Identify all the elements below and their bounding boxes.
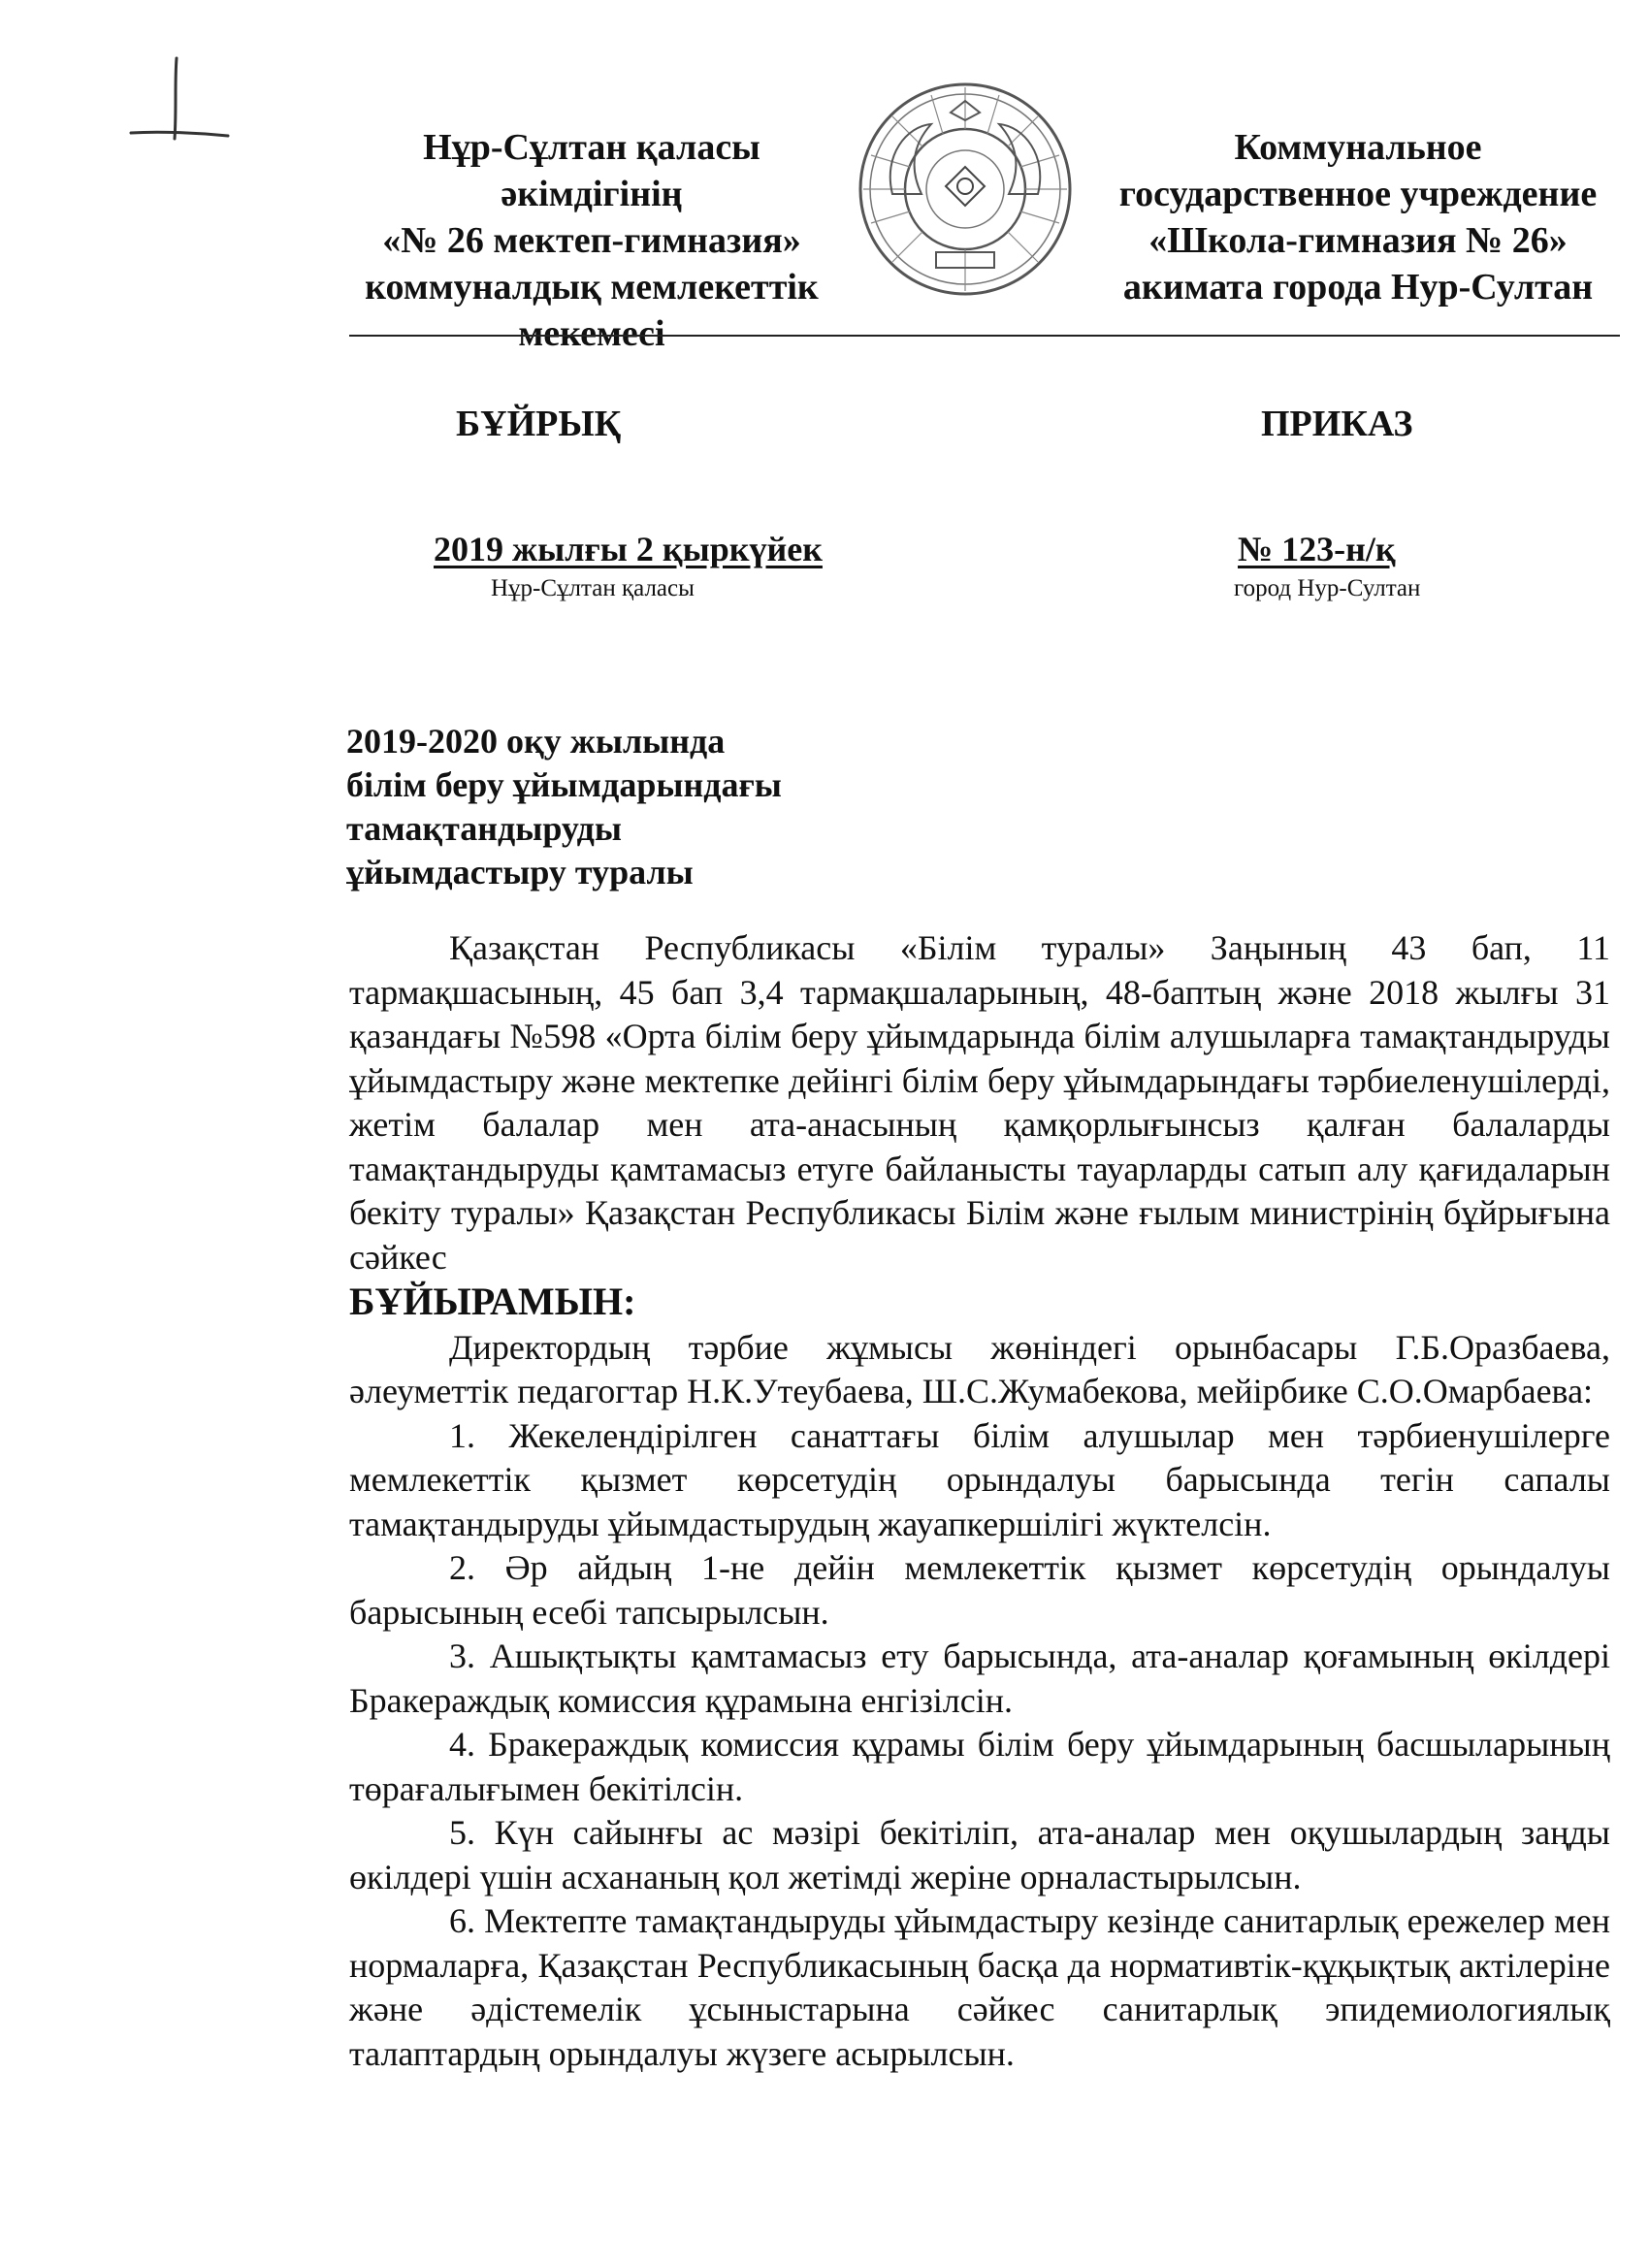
order-number: № 123-н/қ bbox=[1238, 530, 1396, 568]
org-name-kz-line: «№ 26 мектеп-гимназия» bbox=[382, 220, 801, 261]
org-name-kz-line: коммуналдық мемлекеттік bbox=[365, 267, 819, 308]
addressees-paragraph: Директордың тәрбие жұмысы жөніндегі орынбасары Г.Б.Оразбаева, әлеуметтік педагогтар Н.К.Утеубаева, Ш.С.Жумабекова, мейірбике С.О.Омарбаева: bbox=[349, 1327, 1610, 1410]
subject-line: тамақтандыруды bbox=[346, 809, 622, 848]
preamble-paragraph bbox=[349, 926, 1610, 1280]
subject-line: ұйымдастыру туралы bbox=[346, 853, 694, 891]
order-date: 2019 жылғы 2 қыркүйек bbox=[434, 530, 823, 568]
order-word: БҰЙЫРАМЫН bbox=[349, 1280, 624, 1323]
order-item: 3. Ашықтықты қамтамасыз ету барысында, ата-аналар қоғамының өкілдері Бракераждық комиссия құрамына енгізілсін. bbox=[349, 1636, 1610, 1720]
subject-line: білім беру ұйымдарындағы bbox=[346, 765, 782, 804]
header-divider bbox=[349, 335, 1620, 337]
org-name-ru-line: акимата города Нур-Султан bbox=[1122, 267, 1594, 308]
order-city-ru: город Нур-Султан bbox=[1234, 575, 1421, 601]
order-subject bbox=[346, 720, 782, 894]
org-name-ru-line: Коммунальное bbox=[1234, 127, 1482, 168]
document-title-kz: БҰЙРЫҚ bbox=[456, 404, 622, 444]
org-name-kz-line: мекемесі bbox=[518, 313, 665, 354]
org-name-kz-line: әкімдігінің bbox=[501, 174, 683, 214]
order-item: 1. Жекелендірілген санаттағы білім алушылар мен тәрбиенушілерге мемлекеттік қызмет көрсетудің орындалуы барысында тегін сапалы тамақтандыруды ұйымдастырудың жауапкершілігі жүктелсін. bbox=[349, 1415, 1610, 1543]
subject-line: 2019-2020 оқу жылында bbox=[346, 722, 726, 761]
order-city-kz: Нұр-Сұлтан қаласы bbox=[491, 575, 695, 601]
org-name-kz-line: Нұр-Сұлтан қаласы bbox=[423, 127, 760, 168]
org-name-ru-line: «Школа-гимназия № 26» bbox=[1148, 220, 1568, 261]
order-item: 5. Күн сайынғы ас мәзірі бекітіліп, ата-аналар мен оқушылардың заңды өкілдері үшін асхананың қол жетімді жеріне орналастырылсын. bbox=[349, 1813, 1610, 1896]
org-name-kz bbox=[320, 124, 863, 357]
order-item: 2. Әр айдың 1-не дейін мемлекеттік қызмет көрсетудің орындалуы барысының есебі тапсырылсын. bbox=[349, 1548, 1610, 1632]
order-item: 4. Бракераждық комиссия құрамы білім беру ұйымдарының басшыларының төрағалығымен бекітілсін. bbox=[349, 1725, 1610, 1808]
preamble-text: Қазақстан Республикасы «Білім туралы» Заңының 43 бап, 11 тармақшасының, 45 бап 3,4 тармақшаларының, 48-баптың және 2018 жылғы 31 қазандағы №598 «Орта білім беру ұйымдарында білім алушыларға тамақтандыруды ұйымдастыру және мектепке дейінгі білім беру ұйымдарындағы тәрбиеленушілерді, жетім балалар мен ата-анасының қамқорлығынсыз қалған балаларды тамақтандыруды қамтамасыз етуге байланысты тауарларды сатып алу қағидаларын бекіту туралы» Қазақстан Республикасы Білім және ғылым министрінің бұйрығына сәйкес bbox=[349, 928, 1610, 1277]
order-word-colon: : bbox=[623, 1280, 636, 1323]
handwritten-mark bbox=[126, 53, 233, 146]
order-item: 6. Мектепте тамақтандыруды ұйымдастыру кезінде санитарлық ережелер мен нормаларға, Қазақстан Республикасының басқа да нормативтік-құқықтық актілеріне және әдістемелік ұсыныстарына сәйкес санитарлық эпидемиологиялық талаптардың орындалуы жүзеге асырылсын. bbox=[349, 1901, 1610, 2073]
order-word-line bbox=[349, 1280, 1610, 1326]
org-name-ru bbox=[1096, 124, 1620, 310]
document-title-ru: ПРИКАЗ bbox=[1261, 404, 1413, 444]
org-name-ru-line: государственное учреждение bbox=[1118, 174, 1598, 214]
order-body bbox=[349, 926, 1610, 2076]
state-emblem-icon bbox=[854, 78, 1077, 301]
